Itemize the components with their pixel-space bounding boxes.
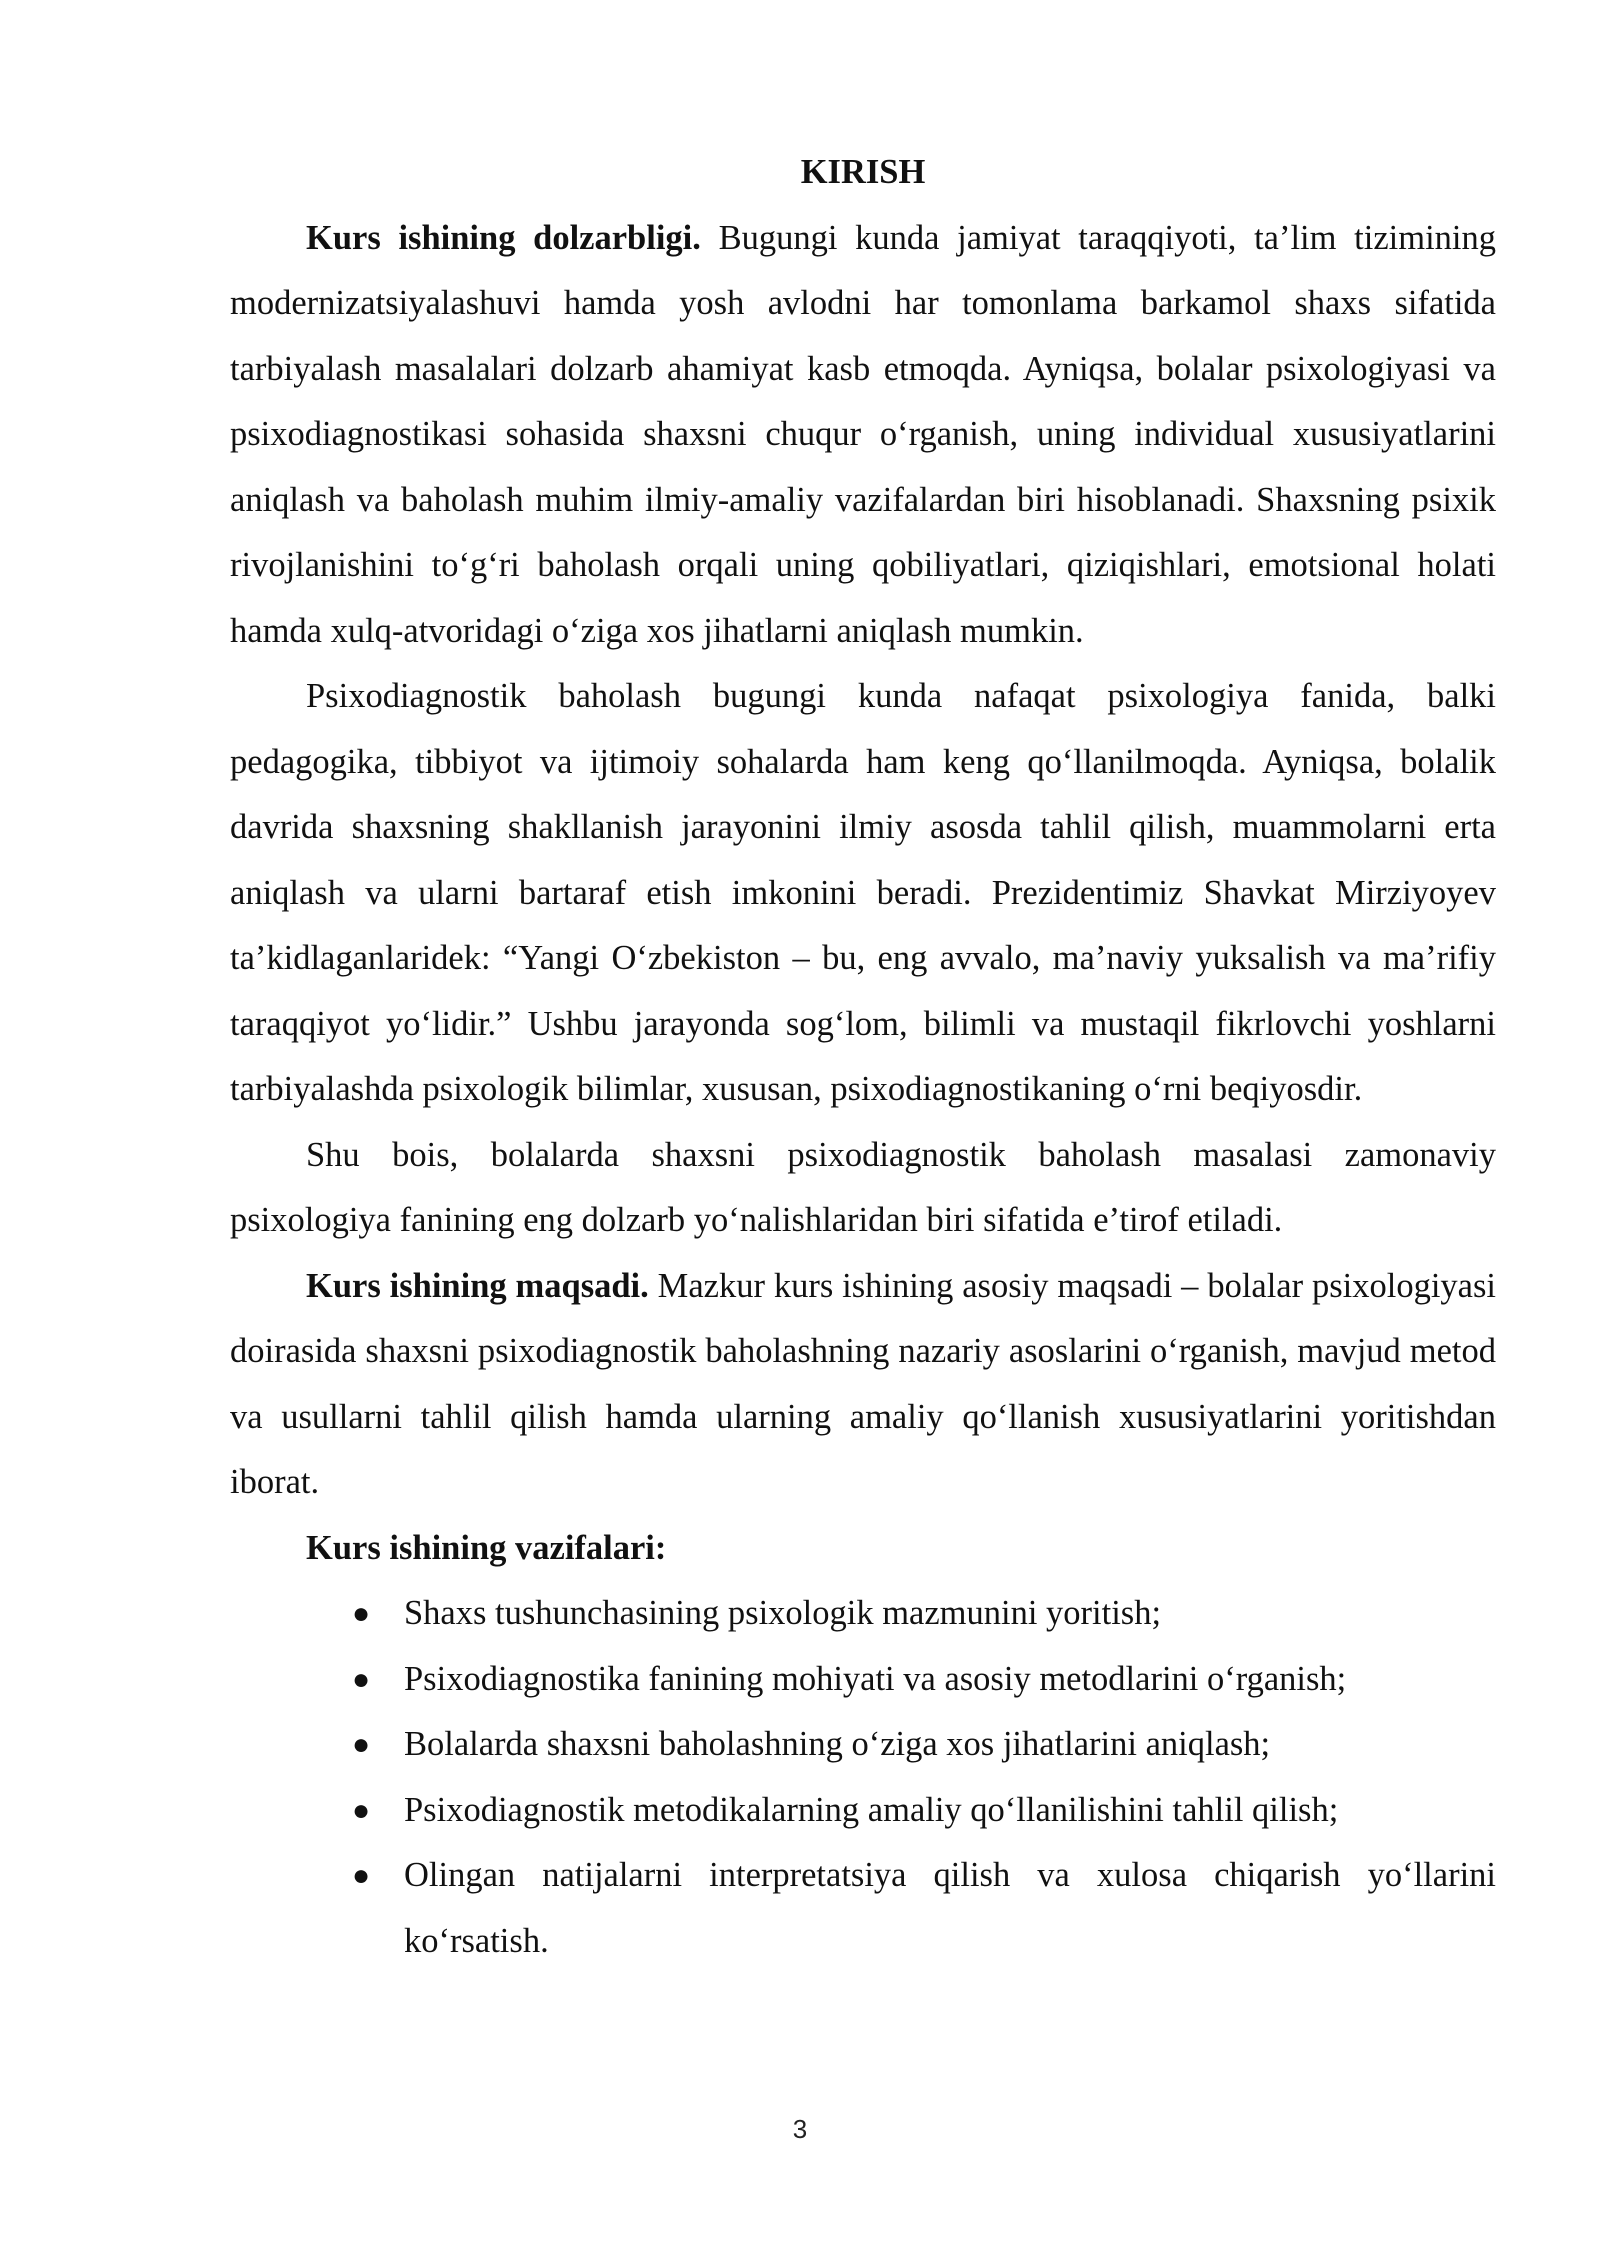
list-item-text: Psixodiagnostik metodikalarning amaliy qo‘llanilishini tahlil qilish; xyxy=(404,1790,1339,1829)
list-item xyxy=(352,1843,1496,1974)
list-item xyxy=(352,1581,1496,1647)
list-item-text: Shaxs tushunchasining psixologik mazmunini yoritish; xyxy=(404,1594,1162,1632)
paragraph-text: Psixodiagnostik baholash bugungi kunda nafaqat psixologiya fanida, balki pedagogika, tibbiyot va ijtimoiy sohalarda ham keng qo‘llanilmoqda. Ayniqsa, bolalik davrida shaxsning shakllanish jarayonini ilmiy asosda tahlil qilish, muammolarni erta aniqlash va ularni bartaraf etish imkonini beradi. Prezidentimiz Shavkat Mirziyoyev ta’kidlaganlaridek: “Yangi O‘zbekiston – bu, eng avvalo, ma’naviy yuksalish va ma’rifiy taraqqiyot yo‘lidir.” Ushbu jarayonda sog‘lom, bilimli va mustaqil fikrlovchi yoshlarni tarbiyalashda psixologik bilimlar, xususan, psixodiagnostikaning o‘rni beqiyosdir. xyxy=(230,677,1496,1108)
document-page xyxy=(230,140,1496,1974)
bullet-icon: ● xyxy=(352,1728,371,1761)
paragraph-assessment xyxy=(230,664,1496,1123)
list-item xyxy=(352,1647,1496,1713)
paragraph-relevance xyxy=(230,206,1496,665)
bullet-icon: ● xyxy=(352,1793,371,1827)
bullet-icon: ● xyxy=(352,1662,371,1696)
tasks-heading: Kurs ishining vazifalari: xyxy=(306,1528,667,1567)
paragraph-goal xyxy=(230,1254,1496,1516)
paragraph-text: Mazkur kurs ishining asosiy maqsadi – bolalar psixologiyasi doirasida shaxsni psixodiagnostik baholashning nazariy asoslarini o‘rganish, mavjud metod va usullarni tahlil qilish hamda ularning amaliy qo‘llanish xususiyatlarini yoritishdan iborat. xyxy=(230,1266,1496,1501)
list-item xyxy=(352,1778,1496,1844)
paragraph-lead: Kurs ishining maqsadi. xyxy=(306,1266,649,1305)
section-title: KIRISH xyxy=(800,153,926,191)
paragraph-lead: Kurs ishining dolzarbligi. xyxy=(306,218,701,257)
paragraph-text: Shu bois, bolalarda shaxsni psixodiagnostik baholash masalasi zamonaviy psixologiya fanining eng dolzarb yo‘nalishlaridan biri sifatida e’tirof etiladi. xyxy=(230,1135,1496,1239)
list-item xyxy=(352,1712,1496,1778)
tasks-list xyxy=(230,1581,1496,1974)
list-item-text: Psixodiagnostika fanining mohiyati va asosiy metodlarini o‘rganish; xyxy=(404,1659,1347,1698)
bullet-icon: ● xyxy=(352,1597,371,1630)
bullet-icon: ● xyxy=(352,1859,371,1892)
paragraph-conclusion xyxy=(230,1123,1496,1254)
list-item-text: Olingan natijalarni interpretatsiya qilish va xulosa chiqarish yo‘llarini ko‘rsatish. xyxy=(404,1856,1496,1960)
paragraph-text: Bugungi kunda jamiyat taraqqiyoti, ta’lim tizimining modernizatsiyalashuvi hamda yosh avlodni har tomonlama barkamol shaxs sifatida tarbiyalash masalalari dolzarb ahamiyat kasb etmoqda. Ayniqsa, bolalar psixologiyasi va psixodiagnostikasi sohasida shaxsni chuqur o‘rganish, uning individual xususiyatlarini aniqlash va baholash muhim ilmiy-amaliy vazifalardan biri hisoblanadi. Shaxsning psixik rivojlanishini to‘g‘ri baholash orqali uning qobiliyatlari, qiziqishlari, emotsional holati hamda xulq-atvoridagi o‘ziga xos jihatlarni aniqlash mumkin. xyxy=(230,218,1496,650)
page-number: 3 xyxy=(792,2114,808,2144)
list-item-text: Bolalarda shaxsni baholashning o‘ziga xos jihatlarini aniqlash; xyxy=(404,1725,1271,1763)
